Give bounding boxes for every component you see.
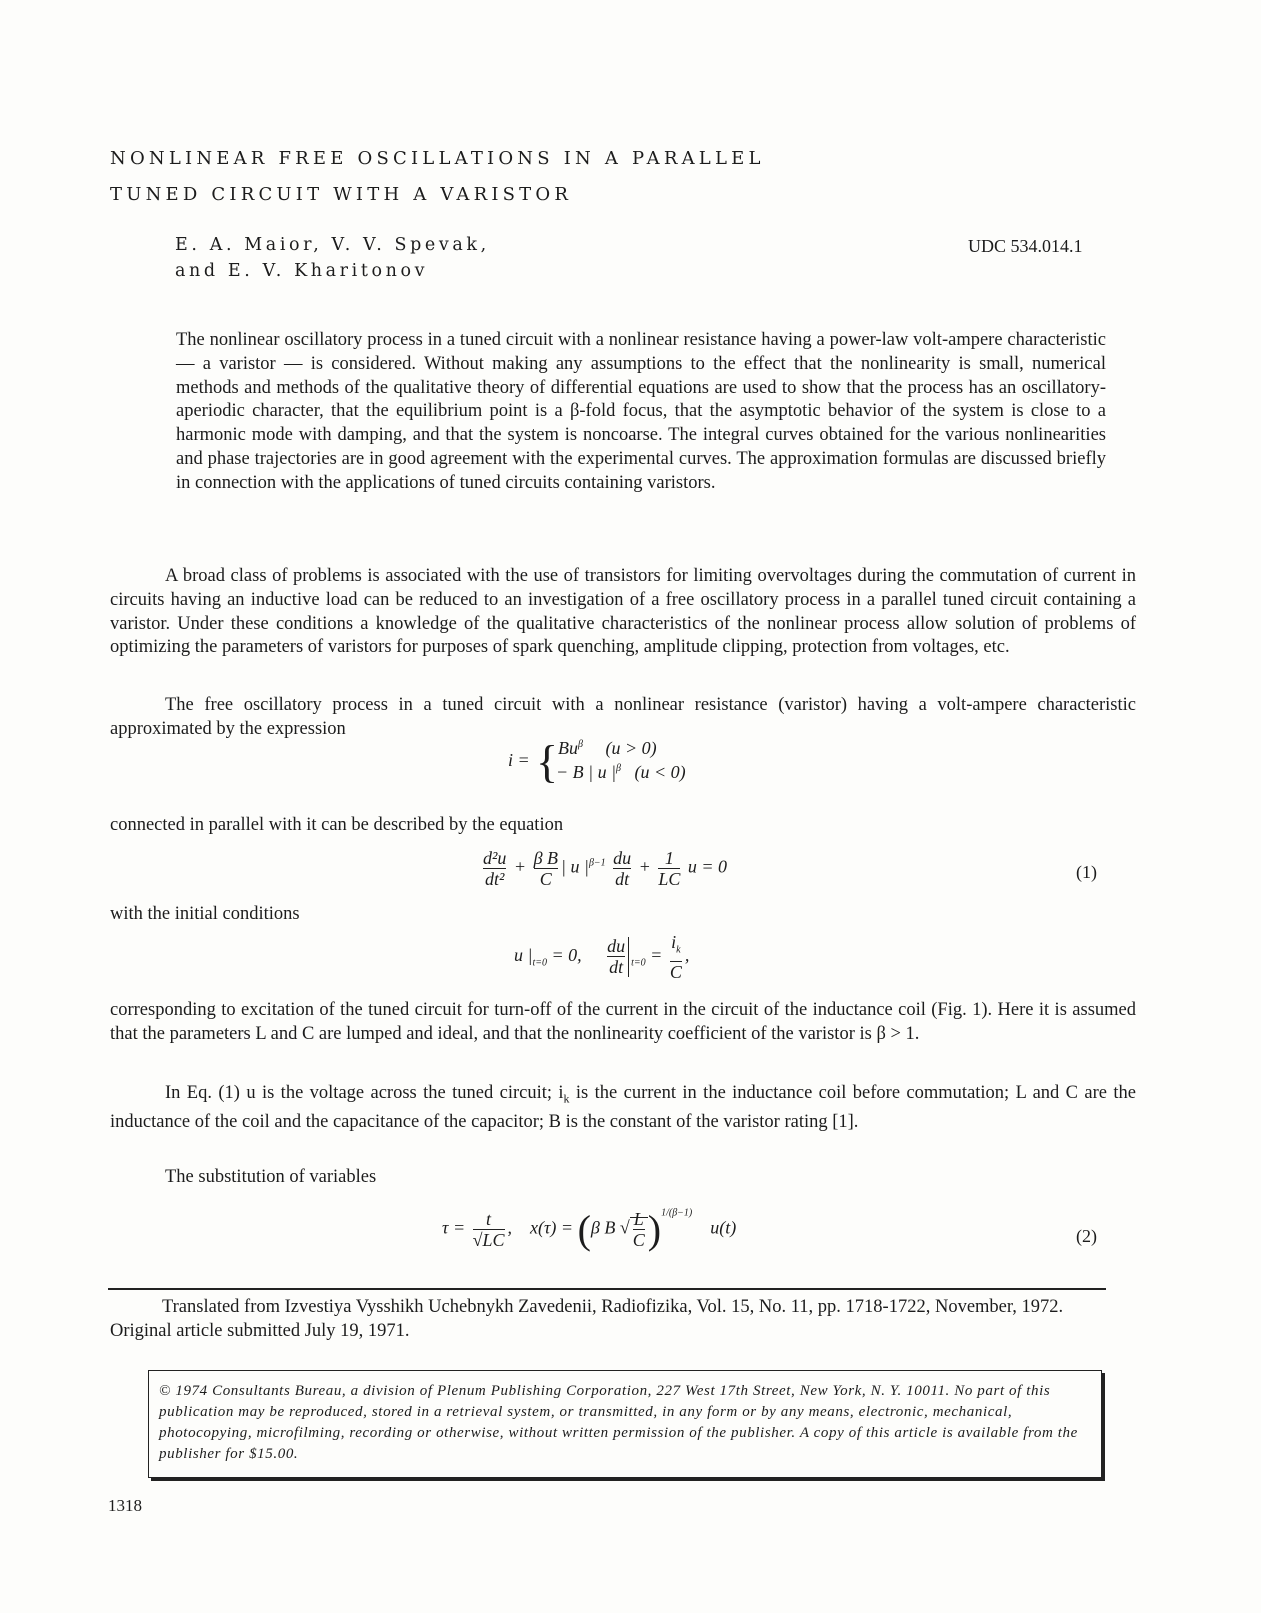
paragraph-excitation: corresponding to excitation of the tuned circuit for turn-off of the current in the circuit of the inductance coil (Fig. 1). Here it is assumed that the parameters L and C are lumped and ideal, and that the nonlinearity coefficient of the varistor is β > 1.	[110, 1000, 1136, 1044]
paragraph-intro: A broad class of problems is associated with the use of transistors for limiting overvoltages during the commutation of current in circuits having an inductive load can be reduced to an investigation of a free oscillatory process in a parallel tuned circuit containing a varistor. Under these conditions a knowledge of the qualitative characteristics of the nonlinear process allow solution of problems of optimizing the parameters of varistors for purposes of spark quenching, amplitude clipping, protection from voltages, etc.	[110, 566, 1136, 658]
paragraph-parallel-equation: connected in parallel with it can be described by the equation	[110, 815, 564, 835]
authors-line-2: and E. V. Kharitonov	[175, 261, 429, 281]
udc-code: UDC 534.014.1	[968, 236, 1083, 256]
translation-footnote-text: Translated from Izvestiya Vysshikh Uchebnykh Zavedenii, Radiofizika, Vol. 15, No. 11, pp. 1718-1722, November, 1972. Original article submitted July 19, 1971.	[110, 1297, 1064, 1341]
authors-line-1: E. A. Maior, V. V. Spevak,	[175, 235, 490, 255]
equation-1-number: (1)	[1076, 862, 1097, 882]
paragraph-variables	[110, 1082, 1136, 1135]
paragraph-variables-text-1: In Eq. (1) u is the voltage across the tuned circuit; i	[165, 1083, 564, 1103]
equation-1: $\frac{\text{d²u}}{\text{dt²}}$ + $\frac{\text{β B}}{C}$ | u $|^{\beta-1}$ $\frac{du}{dt}$ + $\frac{1}{LC}$ u = 0	[483, 848, 728, 889]
paragraph-initial-conditions: with the initial conditions	[110, 904, 300, 924]
page-number: 1318	[108, 1496, 142, 1515]
equation-2: τ = $\frac{t}{√LC}$ , x(τ) = (β B √ $\frac{L}{C}$ )$^{1/(\beta-1)}$ u(t)	[442, 1207, 737, 1252]
abstract: The nonlinear oscillatory process in a tuned circuit with a nonlinear resistance having a power-law volt-ampere characteristic — a varistor — is considered. Without making any assumptions to the effect that the nonlinearity is small, numerical methods and methods of the qualitative theory of differential equations are used to show that the process has an oscillatory-aperiodic character, that the equilibrium point is a β-fold focus, that the asymptotic behavior of the system is close to a harmonic mode with damping, and that the system is noncoarse. The integral curves obtained for the various nonlinearities and phase trajectories are in good agreement with the experimental curves. The approximation formulas are discussed briefly in connection with the applications of tuned circuits containing varistors.	[176, 330, 1106, 493]
footnote-rule	[108, 1288, 1106, 1290]
title-line-2: TUNED CIRCUIT WITH A VARISTOR	[110, 184, 573, 205]
equation-2-number: (2)	[1076, 1226, 1097, 1246]
paragraph-varistor-process: The free oscillatory process in a tuned circuit with a nonlinear resistance (varistor) having a volt-ampere characteristic approximated by the expression	[110, 695, 1136, 739]
copyright-notice: © 1974 Consultants Bureau, a division of Plenum Publishing Corporation, 227 West 17th Street, New York, N. Y. 10011. No part of this publication may be reproduced, stored in a retrieval system, or transmitted, in any form or by any means, electronic, mechanical, photocopying, microfilming, recording or otherwise, without written permission of the publisher. A copy of this article is available from the publisher for $15.00.	[148, 1370, 1102, 1478]
equation-initial-conditions: u $|_{t=0} = 0$, $\frac{du}{dt}$ $_{t=0}$ = $\frac{i_k}{C}$ ,	[514, 932, 690, 982]
paragraph-substitution: The substitution of variables	[165, 1167, 377, 1187]
translation-footnote	[110, 1296, 1090, 1343]
paragraph-variables-subscript: k	[563, 1091, 570, 1106]
title-line-1: NONLINEAR FREE OSCILLATIONS IN A PARALLEL	[110, 148, 765, 169]
paragraph-variables-text-2: is the current in the inductance coil before commutation; L and C are the inductance of the coil and the capacitance of the capacitor; B is the constant of the varistor rating [1].	[110, 1083, 1136, 1133]
